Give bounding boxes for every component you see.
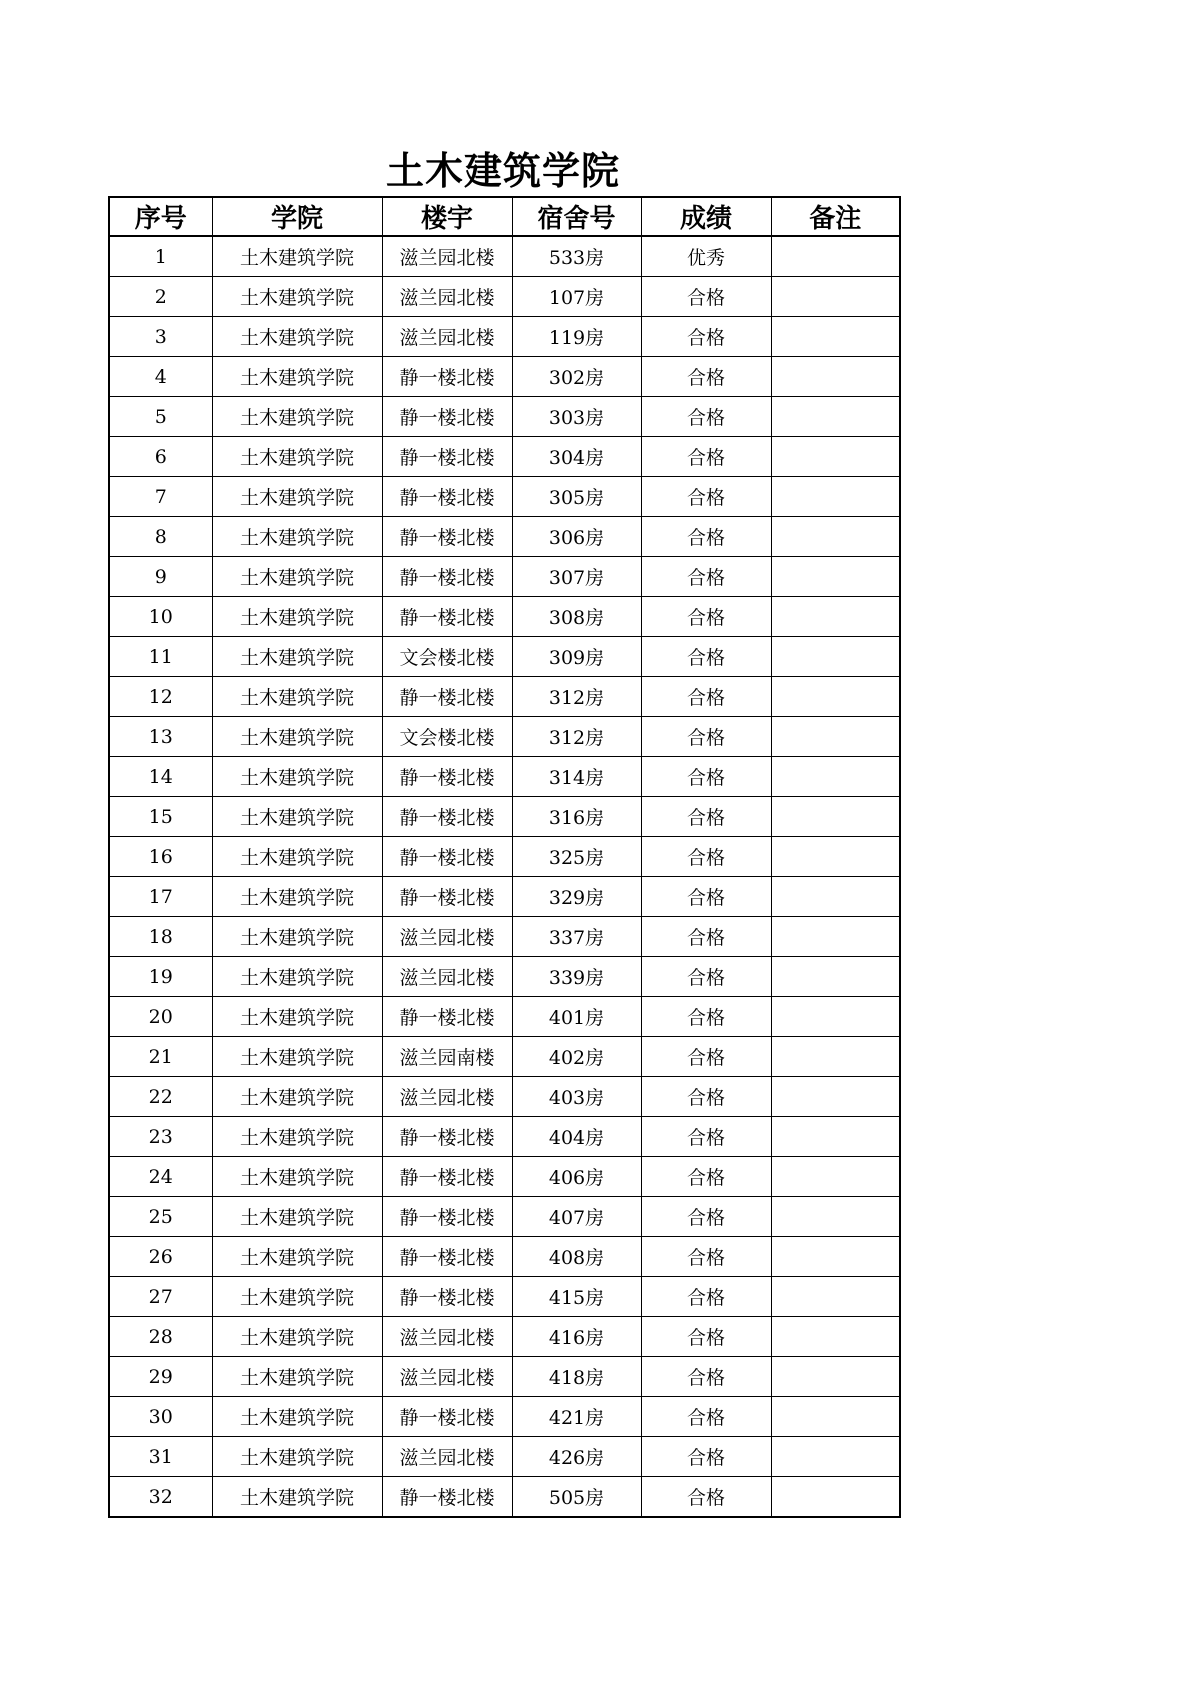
cell-college: 土木建筑学院	[212, 437, 382, 477]
cell-index: 8	[109, 517, 212, 557]
page-title: 土木建筑学院	[385, 149, 620, 193]
table-row	[109, 1477, 900, 1518]
cell-building: 静一楼北楼	[382, 837, 512, 877]
header-college: 学院	[212, 197, 382, 236]
cell-room: 421房	[512, 1397, 641, 1437]
table-row	[109, 837, 900, 877]
cell-remarks	[771, 477, 900, 517]
dorm-table	[108, 196, 901, 1518]
cell-building: 静一楼北楼	[382, 797, 512, 837]
cell-remarks	[771, 1277, 900, 1317]
cell-college: 土木建筑学院	[212, 1437, 382, 1477]
cell-remarks	[771, 837, 900, 877]
cell-grade: 合格	[641, 1277, 771, 1317]
cell-building: 滋兰园北楼	[382, 917, 512, 957]
cell-room: 418房	[512, 1357, 641, 1397]
cell-index: 1	[109, 236, 212, 277]
cell-remarks	[771, 236, 900, 277]
cell-grade: 合格	[641, 317, 771, 357]
cell-college: 土木建筑学院	[212, 1317, 382, 1357]
cell-index: 12	[109, 677, 212, 717]
cell-college: 土木建筑学院	[212, 1037, 382, 1077]
cell-grade: 合格	[641, 957, 771, 997]
cell-remarks	[771, 957, 900, 997]
cell-building: 静一楼北楼	[382, 757, 512, 797]
table-row	[109, 1197, 900, 1237]
cell-grade: 合格	[641, 1037, 771, 1077]
cell-index: 29	[109, 1357, 212, 1397]
cell-room: 404房	[512, 1117, 641, 1157]
table-header-row	[109, 197, 900, 236]
cell-index: 10	[109, 597, 212, 637]
cell-college: 土木建筑学院	[212, 837, 382, 877]
cell-room: 339房	[512, 957, 641, 997]
cell-room: 403房	[512, 1077, 641, 1117]
cell-remarks	[771, 1077, 900, 1117]
cell-index: 22	[109, 1077, 212, 1117]
cell-building: 文会楼北楼	[382, 637, 512, 677]
cell-building: 静一楼北楼	[382, 517, 512, 557]
cell-room: 426房	[512, 1437, 641, 1477]
cell-room: 312房	[512, 677, 641, 717]
cell-remarks	[771, 277, 900, 317]
table-row	[109, 917, 900, 957]
cell-grade: 合格	[641, 877, 771, 917]
table-row	[109, 517, 900, 557]
cell-remarks	[771, 717, 900, 757]
cell-index: 19	[109, 957, 212, 997]
cell-building: 滋兰园北楼	[382, 236, 512, 277]
cell-college: 土木建筑学院	[212, 357, 382, 397]
cell-building: 静一楼北楼	[382, 477, 512, 517]
cell-remarks	[771, 917, 900, 957]
cell-grade: 合格	[641, 677, 771, 717]
header-index: 序号	[109, 197, 212, 236]
cell-college: 土木建筑学院	[212, 957, 382, 997]
cell-remarks	[771, 357, 900, 397]
table-row	[109, 557, 900, 597]
table-row	[109, 677, 900, 717]
cell-grade: 合格	[641, 1077, 771, 1117]
table-row	[109, 637, 900, 677]
cell-college: 土木建筑学院	[212, 597, 382, 637]
table-row	[109, 317, 900, 357]
cell-room: 505房	[512, 1477, 641, 1518]
cell-room: 337房	[512, 917, 641, 957]
cell-remarks	[771, 317, 900, 357]
cell-building: 静一楼北楼	[382, 1277, 512, 1317]
cell-room: 308房	[512, 597, 641, 637]
cell-index: 20	[109, 997, 212, 1037]
cell-room: 307房	[512, 557, 641, 597]
header-remarks: 备注	[771, 197, 900, 236]
cell-building: 静一楼北楼	[382, 357, 512, 397]
cell-college: 土木建筑学院	[212, 677, 382, 717]
cell-room: 304房	[512, 437, 641, 477]
cell-remarks	[771, 1317, 900, 1357]
cell-college: 土木建筑学院	[212, 1117, 382, 1157]
cell-index: 28	[109, 1317, 212, 1357]
cell-index: 24	[109, 1157, 212, 1197]
cell-college: 土木建筑学院	[212, 477, 382, 517]
cell-college: 土木建筑学院	[212, 397, 382, 437]
cell-room: 312房	[512, 717, 641, 757]
cell-room: 415房	[512, 1277, 641, 1317]
table-row	[109, 1077, 900, 1117]
table-row	[109, 1117, 900, 1157]
cell-college: 土木建筑学院	[212, 757, 382, 797]
cell-index: 3	[109, 317, 212, 357]
cell-index: 16	[109, 837, 212, 877]
cell-room: 325房	[512, 837, 641, 877]
cell-grade: 合格	[641, 1317, 771, 1357]
cell-index: 25	[109, 1197, 212, 1237]
table-row	[109, 1397, 900, 1437]
cell-grade: 合格	[641, 437, 771, 477]
cell-grade: 合格	[641, 277, 771, 317]
cell-college: 土木建筑学院	[212, 1357, 382, 1397]
cell-index: 5	[109, 397, 212, 437]
cell-grade: 合格	[641, 757, 771, 797]
cell-college: 土木建筑学院	[212, 1197, 382, 1237]
cell-remarks	[771, 1157, 900, 1197]
cell-college: 土木建筑学院	[212, 1477, 382, 1518]
cell-index: 2	[109, 277, 212, 317]
cell-college: 土木建筑学院	[212, 277, 382, 317]
cell-building: 文会楼北楼	[382, 717, 512, 757]
cell-building: 静一楼北楼	[382, 1237, 512, 1277]
cell-college: 土木建筑学院	[212, 317, 382, 357]
cell-college: 土木建筑学院	[212, 637, 382, 677]
cell-room: 107房	[512, 277, 641, 317]
table-row	[109, 1237, 900, 1277]
cell-building: 静一楼北楼	[382, 397, 512, 437]
cell-grade: 优秀	[641, 236, 771, 277]
cell-college: 土木建筑学院	[212, 1077, 382, 1117]
table-row	[109, 1357, 900, 1397]
table-row	[109, 1277, 900, 1317]
cell-remarks	[771, 877, 900, 917]
cell-building: 静一楼北楼	[382, 1157, 512, 1197]
cell-grade: 合格	[641, 477, 771, 517]
cell-building: 滋兰园北楼	[382, 1077, 512, 1117]
cell-grade: 合格	[641, 1477, 771, 1518]
table-row	[109, 357, 900, 397]
cell-remarks	[771, 437, 900, 477]
table-row	[109, 957, 900, 997]
cell-building: 滋兰园北楼	[382, 317, 512, 357]
cell-index: 26	[109, 1237, 212, 1277]
cell-index: 4	[109, 357, 212, 397]
table-row	[109, 877, 900, 917]
cell-room: 309房	[512, 637, 641, 677]
cell-college: 土木建筑学院	[212, 997, 382, 1037]
cell-remarks	[771, 757, 900, 797]
cell-remarks	[771, 677, 900, 717]
cell-building: 静一楼北楼	[382, 597, 512, 637]
table-row	[109, 477, 900, 517]
cell-index: 6	[109, 437, 212, 477]
cell-grade: 合格	[641, 837, 771, 877]
cell-index: 23	[109, 1117, 212, 1157]
table-body	[109, 236, 900, 1517]
cell-grade: 合格	[641, 397, 771, 437]
cell-index: 11	[109, 637, 212, 677]
cell-grade: 合格	[641, 1157, 771, 1197]
cell-grade: 合格	[641, 717, 771, 757]
cell-remarks	[771, 557, 900, 597]
cell-room: 306房	[512, 517, 641, 557]
cell-college: 土木建筑学院	[212, 1237, 382, 1277]
cell-grade: 合格	[641, 997, 771, 1037]
cell-index: 13	[109, 717, 212, 757]
cell-remarks	[771, 997, 900, 1037]
cell-college: 土木建筑学院	[212, 1157, 382, 1197]
table-row	[109, 1037, 900, 1077]
header-grade: 成绩	[641, 197, 771, 236]
cell-building: 静一楼北楼	[382, 1397, 512, 1437]
cell-room: 119房	[512, 317, 641, 357]
table-row	[109, 997, 900, 1037]
cell-grade: 合格	[641, 797, 771, 837]
cell-index: 18	[109, 917, 212, 957]
cell-index: 27	[109, 1277, 212, 1317]
table-row	[109, 437, 900, 477]
cell-grade: 合格	[641, 917, 771, 957]
cell-remarks	[771, 517, 900, 557]
cell-grade: 合格	[641, 1197, 771, 1237]
cell-grade: 合格	[641, 1357, 771, 1397]
cell-building: 滋兰园北楼	[382, 1357, 512, 1397]
cell-remarks	[771, 1477, 900, 1518]
table-row	[109, 717, 900, 757]
cell-college: 土木建筑学院	[212, 517, 382, 557]
cell-building: 滋兰园北楼	[382, 1317, 512, 1357]
cell-room: 329房	[512, 877, 641, 917]
cell-building: 静一楼北楼	[382, 1197, 512, 1237]
cell-college: 土木建筑学院	[212, 877, 382, 917]
cell-grade: 合格	[641, 1397, 771, 1437]
cell-remarks	[771, 1437, 900, 1477]
cell-room: 533房	[512, 236, 641, 277]
cell-grade: 合格	[641, 1237, 771, 1277]
cell-room: 406房	[512, 1157, 641, 1197]
cell-college: 土木建筑学院	[212, 717, 382, 757]
cell-index: 30	[109, 1397, 212, 1437]
cell-college: 土木建筑学院	[212, 1277, 382, 1317]
table-row	[109, 236, 900, 277]
cell-remarks	[771, 1117, 900, 1157]
cell-room: 316房	[512, 797, 641, 837]
cell-index: 14	[109, 757, 212, 797]
cell-building: 滋兰园北楼	[382, 957, 512, 997]
header-room: 宿舍号	[512, 197, 641, 236]
cell-building: 静一楼北楼	[382, 1117, 512, 1157]
table-row	[109, 277, 900, 317]
cell-room: 407房	[512, 1197, 641, 1237]
cell-index: 17	[109, 877, 212, 917]
cell-remarks	[771, 1397, 900, 1437]
cell-building: 静一楼北楼	[382, 1477, 512, 1518]
cell-room: 408房	[512, 1237, 641, 1277]
cell-grade: 合格	[641, 637, 771, 677]
cell-building: 滋兰园北楼	[382, 1437, 512, 1477]
table-row	[109, 397, 900, 437]
cell-room: 314房	[512, 757, 641, 797]
cell-grade: 合格	[641, 1117, 771, 1157]
cell-college: 土木建筑学院	[212, 1397, 382, 1437]
cell-remarks	[771, 637, 900, 677]
cell-index: 21	[109, 1037, 212, 1077]
cell-grade: 合格	[641, 597, 771, 637]
cell-building: 静一楼北楼	[382, 677, 512, 717]
cell-remarks	[771, 1237, 900, 1277]
cell-building: 静一楼北楼	[382, 437, 512, 477]
cell-room: 305房	[512, 477, 641, 517]
cell-room: 401房	[512, 997, 641, 1037]
cell-remarks	[771, 1197, 900, 1237]
cell-remarks	[771, 1037, 900, 1077]
cell-remarks	[771, 597, 900, 637]
cell-building: 静一楼北楼	[382, 557, 512, 597]
cell-building: 滋兰园南楼	[382, 1037, 512, 1077]
cell-room: 303房	[512, 397, 641, 437]
table-row	[109, 1157, 900, 1197]
cell-remarks	[771, 797, 900, 837]
cell-building: 滋兰园北楼	[382, 277, 512, 317]
cell-college: 土木建筑学院	[212, 236, 382, 277]
cell-grade: 合格	[641, 357, 771, 397]
cell-index: 31	[109, 1437, 212, 1477]
cell-grade: 合格	[641, 1437, 771, 1477]
cell-building: 静一楼北楼	[382, 877, 512, 917]
table-row	[109, 757, 900, 797]
cell-remarks	[771, 1357, 900, 1397]
cell-room: 402房	[512, 1037, 641, 1077]
table-row	[109, 797, 900, 837]
cell-room: 416房	[512, 1317, 641, 1357]
cell-index: 32	[109, 1477, 212, 1518]
cell-remarks	[771, 397, 900, 437]
table-row	[109, 1437, 900, 1477]
cell-building: 静一楼北楼	[382, 997, 512, 1037]
table-row	[109, 597, 900, 637]
cell-college: 土木建筑学院	[212, 797, 382, 837]
table-row	[109, 1317, 900, 1357]
cell-room: 302房	[512, 357, 641, 397]
cell-grade: 合格	[641, 557, 771, 597]
cell-college: 土木建筑学院	[212, 917, 382, 957]
cell-grade: 合格	[641, 517, 771, 557]
cell-index: 7	[109, 477, 212, 517]
cell-index: 9	[109, 557, 212, 597]
cell-college: 土木建筑学院	[212, 557, 382, 597]
header-building: 楼宇	[382, 197, 512, 236]
cell-index: 15	[109, 797, 212, 837]
